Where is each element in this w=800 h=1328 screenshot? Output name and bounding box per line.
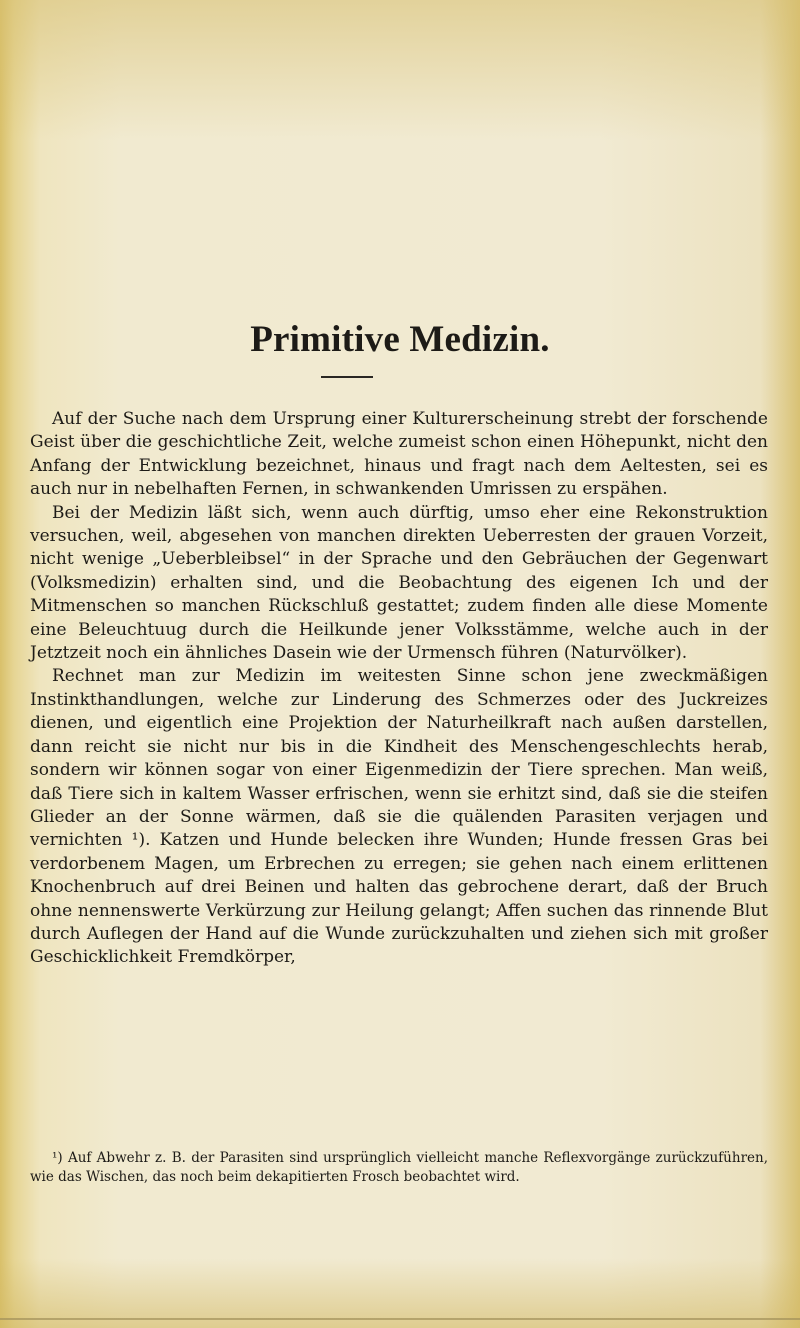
title-divider	[321, 376, 373, 378]
paragraph-3: Rechnet man zur Medizin im weitesten Sinne schon jene zweckmäßigen Instinkthandlungen, welche zur Linderung des Schmerzes oder des Juckreizes dienen, und eigentlich eine Projektion der Naturheilkraft nach außen darstellen, dann reicht sie nicht nur bis in die Kindheit des Menschengeschlechts herab, sondern wir können sogar von einer Eigenmedizin der Tiere sprechen. Man weiß, daß Tiere sich in kaltem Wasser erfrischen, wenn sie erhitzt sind, daß sie die steifen Glieder an der Sonne wärmen, daß sie die quälenden Parasiten verjagen und vernichten ¹). Katzen und Hunde belecken ihre Wunden; Hunde fressen Gras bei verdorbenem Magen, um Erbrechen zu erregen; sie gehen nach einem erlittenen Knochenbruch auf drei Beinen und halten das gebrochene derart, daß der Bruch ohne nennenswerte Verkürzung zur Heilung gelangt; Affen suchen das rinnende Blut durch Auflegen der Hand auf die Wunde zurückzuhalten und ziehen sich mit großer Geschicklichkeit Fremdkörper,	[30, 666, 768, 968]
page-title: Primitive Medizin.	[250, 319, 550, 360]
paragraph-2: Bei der Medizin läßt sich, wenn auch dürftig, umso eher eine Rekonstruktion versuchen, weil, abgesehen von manchen direkten Ueberresten der grauen Vorzeit, nicht wenige „Ueberbleibsel“ in der Sprache und den Gebräuchen der Gegenwart (Volksmedizin) erhalten sind, und die Beobachtung des eigenen Ich und der Mitmenschen so manchen Rückschluß gestattet; zudem finden alle diese Momente eine Beleuchtuug durch die Heilkunde jener Volksstämme, welche auch in der Jetztzeit noch ein ähnliches Dasein wie der Urmensch führen (Naturvölker).	[30, 502, 768, 664]
footnote: ¹) Auf Abwehr z. B. der Parasiten sind ursprünglich vielleicht manche Reflexvorgänge zurückzuführen, wie das Wischen, das noch beim dekapitierten Frosch beobachtet wird.	[30, 1150, 768, 1185]
page-edge-line	[0, 1318, 800, 1320]
main-text	[30, 408, 768, 970]
paragraph-1: Auf der Suche nach dem Ursprung einer Kulturerscheinung strebt der forschende Geist über die geschichtliche Zeit, welche zumeist schon einen Höhepunkt, nicht den Anfang der Entwicklung bezeichnet, hinaus und fragt nach dem Aeltesten, sei es auch nur in nebelhaften Fernen, in schwankenden Umrissen zu erspähen.	[30, 409, 768, 500]
